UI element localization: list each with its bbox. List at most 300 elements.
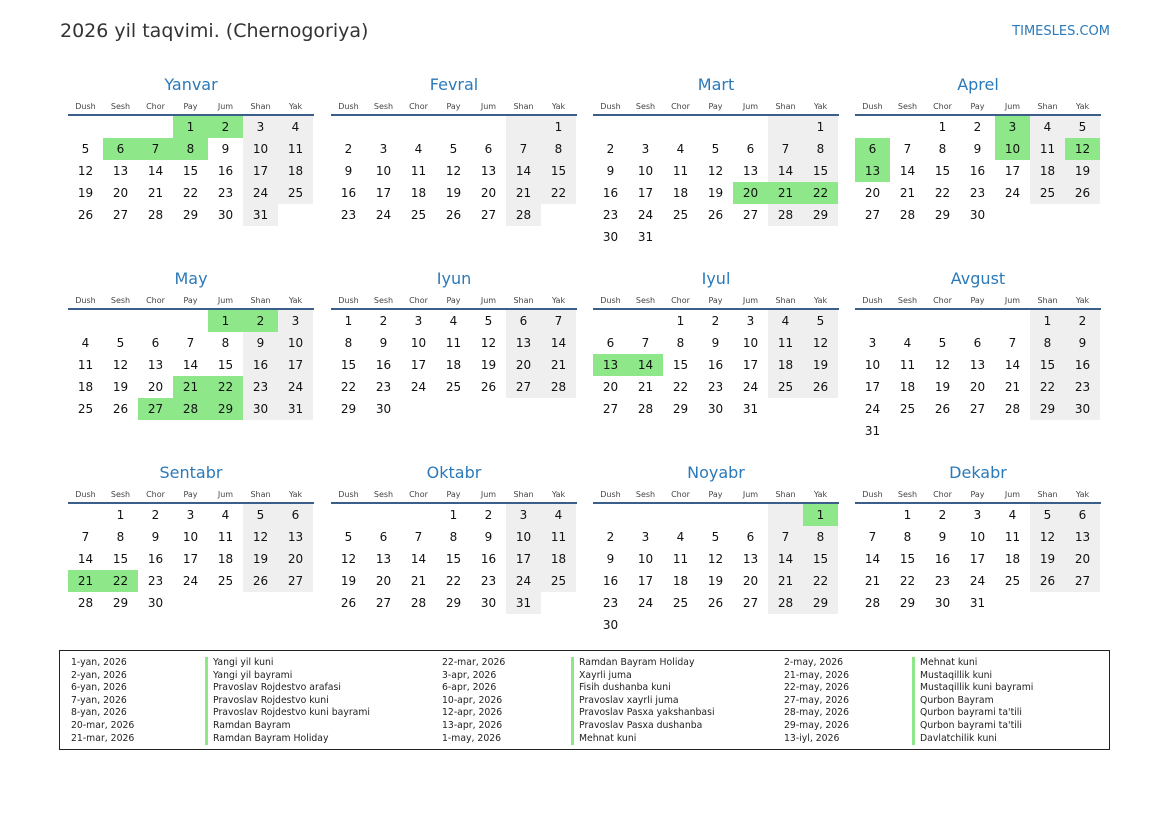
day-cell: 6 [1065,504,1100,526]
day-cell: 14 [182,358,199,372]
day-cell: 28 [147,208,164,222]
day-grid [331,504,577,614]
holiday-date: 6-apr, 2026 [442,682,497,694]
holiday-name: Pravoslav Rojdestvo arafasi [213,682,341,694]
holiday-date: 7-yan, 2026 [71,694,127,706]
day-cell: 25 [768,376,803,398]
weekday-label: Shan [513,296,534,305]
day-cell: 17 [506,548,541,570]
holiday-name: Pravoslav xayrli juma [579,694,679,706]
day-cell: 1 [676,314,685,328]
day-cell: 12 [1030,526,1065,548]
day-cell: 30 [217,208,234,222]
weekday-label: Yak [288,296,303,305]
weekday-label: Sesh [373,490,394,499]
day-cell: 30 [480,596,497,610]
day-cell: 20 [969,380,986,394]
day-cell: 25 [672,596,689,610]
day-cell: 22 [182,186,199,200]
day-cell: 4 [81,336,90,350]
weekday-label: Shan [1037,296,1058,305]
day-cell: 19 [1030,548,1065,570]
empty-cell [733,504,768,526]
holiday-name: Davlatchilik kuni [920,732,997,744]
month-title: Oktabr [426,463,482,482]
day-cell: 27 [742,596,759,610]
day-cell: 29 [803,204,838,226]
weekday-label: Shan [1037,102,1058,111]
weekday-label: Jum [217,490,234,499]
day-cell: 27 [742,208,759,222]
day-cell: 26 [480,380,497,394]
day-cell: 3 [506,504,541,526]
site-link[interactable]: TIMESLES.COM [1012,24,1110,39]
weekday-label: Shan [775,296,796,305]
day-cell: 15 [803,160,838,182]
weekday-label: Pay [970,102,985,111]
day-cell: 2 [606,530,615,544]
day-cell: 6 [484,142,493,156]
day-cell: 3 [973,508,982,522]
holiday-date: 2-yan, 2026 [71,669,127,681]
day-cell: 27 [864,208,881,222]
day-cell: 7 [541,310,576,332]
weekday-label: Chor [933,490,952,499]
holiday-name: Pravoslav Pasxa yakshanbasi [579,707,715,719]
empty-cell [436,116,471,138]
day-cell: 18 [899,380,916,394]
holiday-date: 22-mar, 2026 [442,657,506,668]
empty-cell [278,592,313,614]
month-title: Aprel [957,75,999,94]
day-cell: 5 [1065,116,1100,138]
day-cell: 6 [746,530,755,544]
day-cell: 5 [711,142,720,156]
day-cell: 20 [278,548,313,570]
empty-cell [768,398,803,420]
day-cell: 14 [147,164,164,178]
empty-cell [541,398,576,420]
day-cell: 14 [628,354,663,376]
day-cell: 7 [506,138,541,160]
day-cell: 30 [934,596,951,610]
day-cell: 2 [1065,310,1100,332]
weekday-label: Pay [183,296,198,305]
day-cell: 11 [410,164,427,178]
day-grid [331,116,577,226]
day-cell: 15 [112,552,129,566]
day-cell: 24 [637,596,654,610]
day-cell: 5 [938,336,947,350]
day-cell: 18 [672,186,689,200]
day-cell: 7 [186,336,195,350]
weekday-label: Yak [1075,490,1090,499]
day-cell: 23 [707,380,724,394]
weekday-header [855,292,1101,308]
day-cell: 26 [112,402,129,416]
weekday-label: Sesh [110,102,131,111]
day-cell: 2 [243,310,278,332]
day-cell: 3 [379,142,388,156]
empty-cell [698,614,733,636]
month-title: Fevral [429,75,479,94]
day-cell: 13 [480,164,497,178]
day-cell: 20 [147,380,164,394]
day-cell: 29 [208,398,243,420]
weekday-label: Shan [1037,490,1058,499]
day-cell: 20 [1065,548,1100,570]
day-cell: 6 [855,138,890,160]
day-cell: 3 [278,310,313,332]
empty-cell [1065,204,1100,226]
day-cell: 7 [1008,336,1017,350]
holiday-name: Ramdan Bayram Holiday [213,732,329,744]
day-cell: 13 [742,164,759,178]
weekday-label: Jum [217,296,234,305]
day-cell: 24 [742,380,759,394]
day-cell: 30 [602,230,619,244]
weekday-label: Sesh [110,490,131,499]
empty-cell [803,226,838,248]
day-cell: 12 [707,164,724,178]
month-3 [855,74,1101,226]
day-cell: 2 [606,142,615,156]
day-cell: 21 [768,182,803,204]
day-cell: 31 [969,596,986,610]
day-cell: 6 [103,138,138,160]
day-grid [855,116,1101,226]
day-cell: 26 [340,596,357,610]
holiday-date: 6-yan, 2026 [71,682,127,694]
weekday-label: Shan [250,102,271,111]
weekday-label: Yak [1075,296,1090,305]
day-cell: 28 [899,208,916,222]
day-cell: 6 [746,142,755,156]
day-cell: 1 [449,508,458,522]
weekday-label: Jum [217,102,234,111]
day-cell: 27 [112,208,129,222]
empty-cell [173,310,208,332]
day-cell: 1 [116,508,125,522]
empty-cell [663,226,698,248]
day-cell: 19 [77,186,94,200]
empty-cell [628,504,663,526]
month-2 [593,74,839,248]
day-cell: 11 [1004,530,1021,544]
day-cell: 5 [243,504,278,526]
day-cell: 6 [973,336,982,350]
day-cell: 28 [864,596,881,610]
day-cell: 9 [151,530,160,544]
day-cell: 29 [899,596,916,610]
day-cell: 16 [934,552,951,566]
day-cell: 10 [410,336,427,350]
weekday-label: Pay [970,490,985,499]
day-cell: 14 [410,552,427,566]
weekday-label: Yak [813,490,828,499]
holiday-name: Mustaqillik kuni bayrami [920,682,1034,694]
empty-cell [541,204,576,226]
holiday-date: 13-iyl, 2026 [784,732,840,744]
day-cell: 27 [480,208,497,222]
weekday-label: Dush [338,296,359,305]
day-cell: 7 [138,138,173,160]
weekday-label: Sesh [635,490,656,499]
day-cell: 15 [672,358,689,372]
day-cell: 31 [864,424,881,438]
weekday-label: Pay [446,296,461,305]
day-cell: 4 [1008,508,1017,522]
empty-cell [1030,204,1065,226]
empty-cell [733,226,768,248]
day-cell: 17 [375,186,392,200]
weekday-header [331,486,577,502]
day-cell: 15 [445,552,462,566]
holiday-name: Pravoslav Rojdestvo kuni bayrami [213,707,370,719]
weekday-label: Chor [409,102,428,111]
day-cell: 29 [112,596,129,610]
weekday-label: Yak [813,102,828,111]
day-cell: 16 [147,552,164,566]
empty-cell [401,504,436,526]
holiday-date: 12-apr, 2026 [442,707,503,719]
day-cell: 31 [637,230,654,244]
weekday-label: Chor [933,102,952,111]
day-cell: 24 [1004,186,1021,200]
day-cell: 18 [445,358,462,372]
empty-cell [138,116,173,138]
weekday-label: Jum [742,296,759,305]
day-cell: 9 [973,142,982,156]
day-cell: 18 [541,548,576,570]
day-cell: 24 [182,574,199,588]
day-cell: 24 [864,402,881,416]
day-cell: 10 [969,530,986,544]
holiday-name: Mehnat kuni [920,657,978,668]
empty-cell [593,116,628,138]
day-cell: 13 [112,164,129,178]
day-grid [593,504,839,636]
empty-cell [401,398,436,420]
holiday-name: Yangi yil bayrami [213,669,293,681]
day-cell: 4 [676,142,685,156]
page-title: 2026 yil taqvimi. (Chernogoriya) [60,20,369,42]
day-cell: 28 [173,398,208,420]
weekday-label: Chor [409,490,428,499]
weekday-label: Jum [1004,102,1021,111]
day-cell: 2 [344,142,353,156]
day-cell: 20 [742,574,759,588]
weekday-label: Jum [742,490,759,499]
weekday-label: Dush [600,490,621,499]
empty-cell [1030,592,1065,614]
day-cell: 24 [278,376,313,398]
empty-cell [138,310,173,332]
day-cell: 27 [138,398,173,420]
day-cell: 14 [77,552,94,566]
month-title: Sentabr [159,463,223,482]
weekday-header [68,98,314,114]
day-cell: 26 [1065,182,1100,204]
day-cell: 9 [344,164,353,178]
day-cell: 21 [768,570,803,592]
day-cell: 16 [375,358,392,372]
empty-cell [698,504,733,526]
day-cell: 5 [1030,504,1065,526]
empty-cell [803,398,838,420]
holiday-name: Yangi yil kuni [213,657,274,668]
weekday-label: Pay [708,102,723,111]
weekday-label: Sesh [110,296,131,305]
day-cell: 25 [217,574,234,588]
day-cell: 13 [593,354,628,376]
day-cell: 22 [208,376,243,398]
day-cell: 22 [445,574,462,588]
empty-cell [68,116,103,138]
empty-cell [995,310,1030,332]
day-cell: 7 [81,530,90,544]
day-cell: 19 [707,574,724,588]
day-cell: 5 [116,336,125,350]
day-cell: 18 [672,574,689,588]
day-cell: 19 [1065,160,1100,182]
day-cell: 28 [541,376,576,398]
empty-cell [506,398,541,420]
day-cell: 26 [707,208,724,222]
day-cell: 20 [375,574,392,588]
day-cell: 15 [803,548,838,570]
day-cell: 23 [147,574,164,588]
day-cell: 8 [221,336,230,350]
day-cell: 21 [68,570,103,592]
weekday-label: Jum [480,296,497,305]
day-cell: 6 [379,530,388,544]
day-cell: 4 [1030,116,1065,138]
day-cell: 21 [506,182,541,204]
day-cell: 1 [803,116,838,138]
day-cell: 12 [934,358,951,372]
holiday-date: 2-may, 2026 [784,657,844,668]
day-cell: 1 [344,314,353,328]
day-cell: 11 [672,552,689,566]
holiday-dates-column [71,657,134,745]
day-cell: 13 [855,160,890,182]
day-cell: 17 [637,574,654,588]
day-cell: 26 [243,570,278,592]
day-cell: 16 [340,186,357,200]
day-cell: 23 [217,186,234,200]
day-cell: 19 [707,186,724,200]
day-cell: 27 [602,402,619,416]
day-cell: 11 [217,530,234,544]
day-cell: 14 [1004,358,1021,372]
holiday-date: 22-may, 2026 [784,682,850,694]
day-cell: 8 [1030,332,1065,354]
day-cell: 2 [973,120,982,134]
weekday-label: Dush [600,296,621,305]
day-cell: 15 [340,358,357,372]
day-cell: 12 [445,164,462,178]
day-cell: 16 [602,186,619,200]
empty-cell [925,420,960,442]
day-cell: 19 [340,574,357,588]
day-cell: 8 [803,138,838,160]
holiday-name: Mustaqillik kuni [920,669,993,681]
day-cell: 6 [278,504,313,526]
day-cell: 25 [1004,574,1021,588]
holiday-date: 21-mar, 2026 [71,732,135,744]
empty-cell [960,420,995,442]
day-cell: 26 [803,376,838,398]
day-cell: 13 [1065,526,1100,548]
holiday-name: Qurbon Bayram [920,694,994,706]
month-8 [68,462,314,614]
weekday-label: Pay [708,296,723,305]
day-cell: 9 [484,530,493,544]
day-cell: 10 [637,164,654,178]
empty-cell [803,614,838,636]
weekday-label: Yak [551,102,566,111]
month-title: Yanvar [164,75,218,94]
day-cell: 4 [903,336,912,350]
month-1 [331,74,577,226]
day-cell: 30 [707,402,724,416]
day-cell: 27 [506,376,541,398]
day-cell: 10 [243,138,278,160]
day-cell: 19 [445,186,462,200]
holiday-date: 20-mar, 2026 [71,719,135,731]
empty-cell [471,116,506,138]
holiday-name: Pravoslav Rojdestvo kuni [213,694,329,706]
weekday-label: Sesh [897,490,918,499]
empty-cell [995,592,1030,614]
day-cell: 22 [803,570,838,592]
day-cell: 15 [899,552,916,566]
holiday-date: 27-may, 2026 [784,694,850,706]
weekday-label: Chor [146,490,165,499]
holiday-name: Fisih dushanba kuni [579,682,671,694]
day-cell: 9 [243,332,278,354]
day-cell: 26 [1030,570,1065,592]
weekday-label: Pay [970,296,985,305]
day-cell: 10 [864,358,881,372]
holiday-date: 21-may, 2026 [784,669,850,681]
weekday-label: Yak [288,490,303,499]
day-cell: 17 [243,160,278,182]
empty-cell [103,310,138,332]
empty-cell [1065,420,1100,442]
day-cell: 23 [1065,376,1100,398]
day-cell: 16 [243,354,278,376]
day-cell: 30 [1065,398,1100,420]
day-cell: 10 [182,530,199,544]
weekday-header [593,486,839,502]
day-cell: 21 [410,574,427,588]
weekday-label: Shan [513,490,534,499]
weekday-label: Shan [250,296,271,305]
weekday-label: Dush [338,102,359,111]
day-cell: 20 [733,182,768,204]
weekday-header [68,486,314,502]
month-6 [593,268,839,420]
day-cell: 11 [1030,138,1065,160]
day-cell: 26 [934,402,951,416]
weekday-label: Jum [742,102,759,111]
day-cell: 2 [938,508,947,522]
day-cell: 31 [278,398,313,420]
day-cell: 16 [602,574,619,588]
day-cell: 29 [803,592,838,614]
